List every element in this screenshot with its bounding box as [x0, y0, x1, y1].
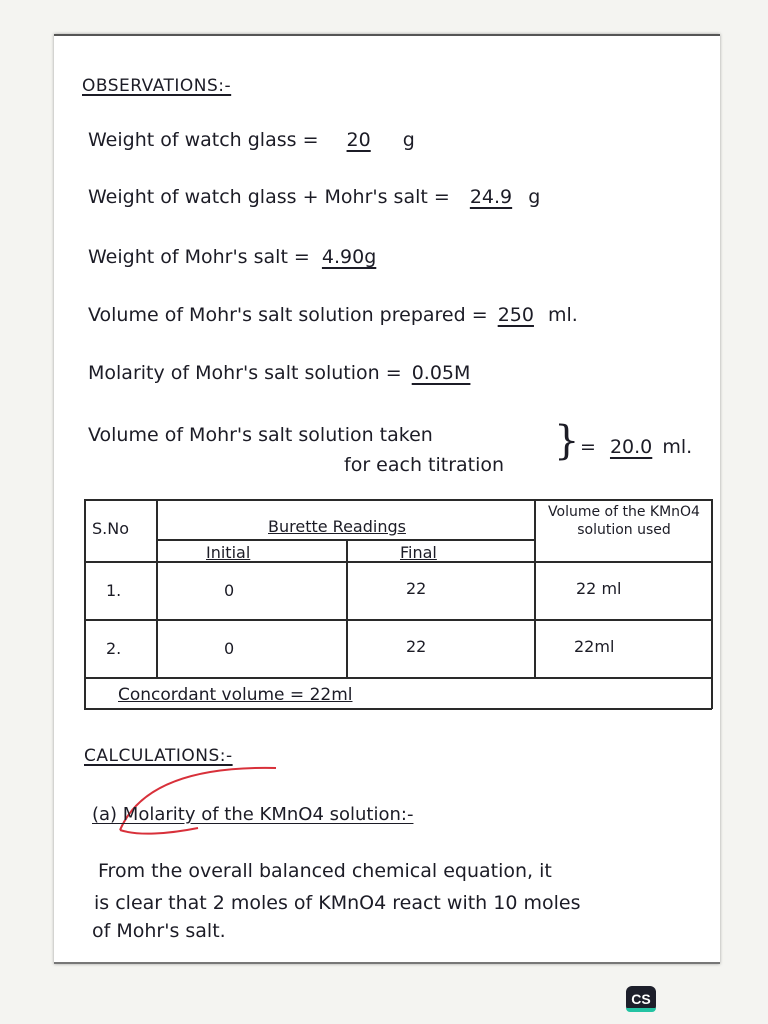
header-initial: Initial	[206, 543, 251, 562]
header-burette-readings: Burette Readings	[268, 517, 406, 536]
calculations-heading: CALCULATIONS:-	[84, 746, 233, 766]
observation-label: Molarity of Mohr's salt solution =	[88, 362, 402, 384]
paragraph-line: of Mohr's salt.	[92, 920, 226, 942]
burette-readings-table	[84, 499, 712, 709]
observation-value: 24.9	[469, 186, 513, 208]
row-volume: 22ml	[574, 637, 615, 656]
row-volume: 22 ml	[576, 579, 622, 598]
observation-value: 250	[497, 304, 534, 326]
observation-label: Weight of Mohr's salt =	[88, 246, 310, 268]
red-check-mark-icon	[108, 758, 288, 848]
paragraph-line: From the overall balanced chemical equation, it	[98, 860, 552, 882]
row-final: 22	[406, 579, 427, 598]
camscanner-logo-icon	[626, 986, 656, 1012]
notebook-page	[54, 34, 720, 964]
calculations-subheading: (a) Molarity of the KMnO4 solution:-	[92, 804, 414, 825]
observation-value: 4.90g	[321, 246, 377, 268]
taken-value-line	[580, 436, 692, 458]
concordant-volume: Concordant volume = 22ml	[118, 685, 353, 705]
header-final: Final	[400, 543, 437, 562]
taken-equals: =	[580, 436, 596, 458]
observation-line	[88, 362, 470, 384]
row-initial: 0	[224, 639, 235, 658]
taken-line-1: Volume of Mohr's salt solution taken	[88, 424, 433, 446]
observation-unit: ml.	[548, 304, 578, 326]
curly-brace-icon: }	[554, 418, 580, 464]
observation-unit: g	[528, 186, 541, 208]
observation-unit: g	[402, 129, 415, 151]
observation-line	[88, 186, 540, 208]
observation-label: Weight of watch glass + Mohr's salt =	[88, 186, 450, 208]
row-sno: 1.	[106, 581, 122, 600]
row-final: 22	[406, 637, 427, 656]
row-initial: 0	[224, 581, 235, 600]
taken-unit: ml.	[662, 436, 693, 458]
observation-label: Volume of Mohr's salt solution prepared =	[88, 304, 488, 326]
observation-line	[88, 304, 578, 326]
observation-label: Weight of watch glass =	[88, 129, 319, 151]
badge-label: CS	[631, 991, 651, 1007]
header-sno: S.No	[92, 519, 129, 538]
taken-value: 20.0	[609, 436, 653, 458]
observation-line	[88, 129, 415, 151]
observations-heading: OBSERVATIONS:-	[82, 76, 232, 96]
observation-value: 20	[346, 129, 371, 151]
paragraph-line: is clear that 2 moles of KMnO4 react with 10 moles	[94, 892, 581, 914]
observation-value: 0.05M	[411, 362, 471, 384]
observation-line	[88, 246, 376, 268]
taken-line-2: for each titration	[344, 454, 505, 476]
row-sno: 2.	[106, 639, 122, 658]
header-volume-used: Volume of the KMnO4 solution used	[548, 504, 700, 538]
